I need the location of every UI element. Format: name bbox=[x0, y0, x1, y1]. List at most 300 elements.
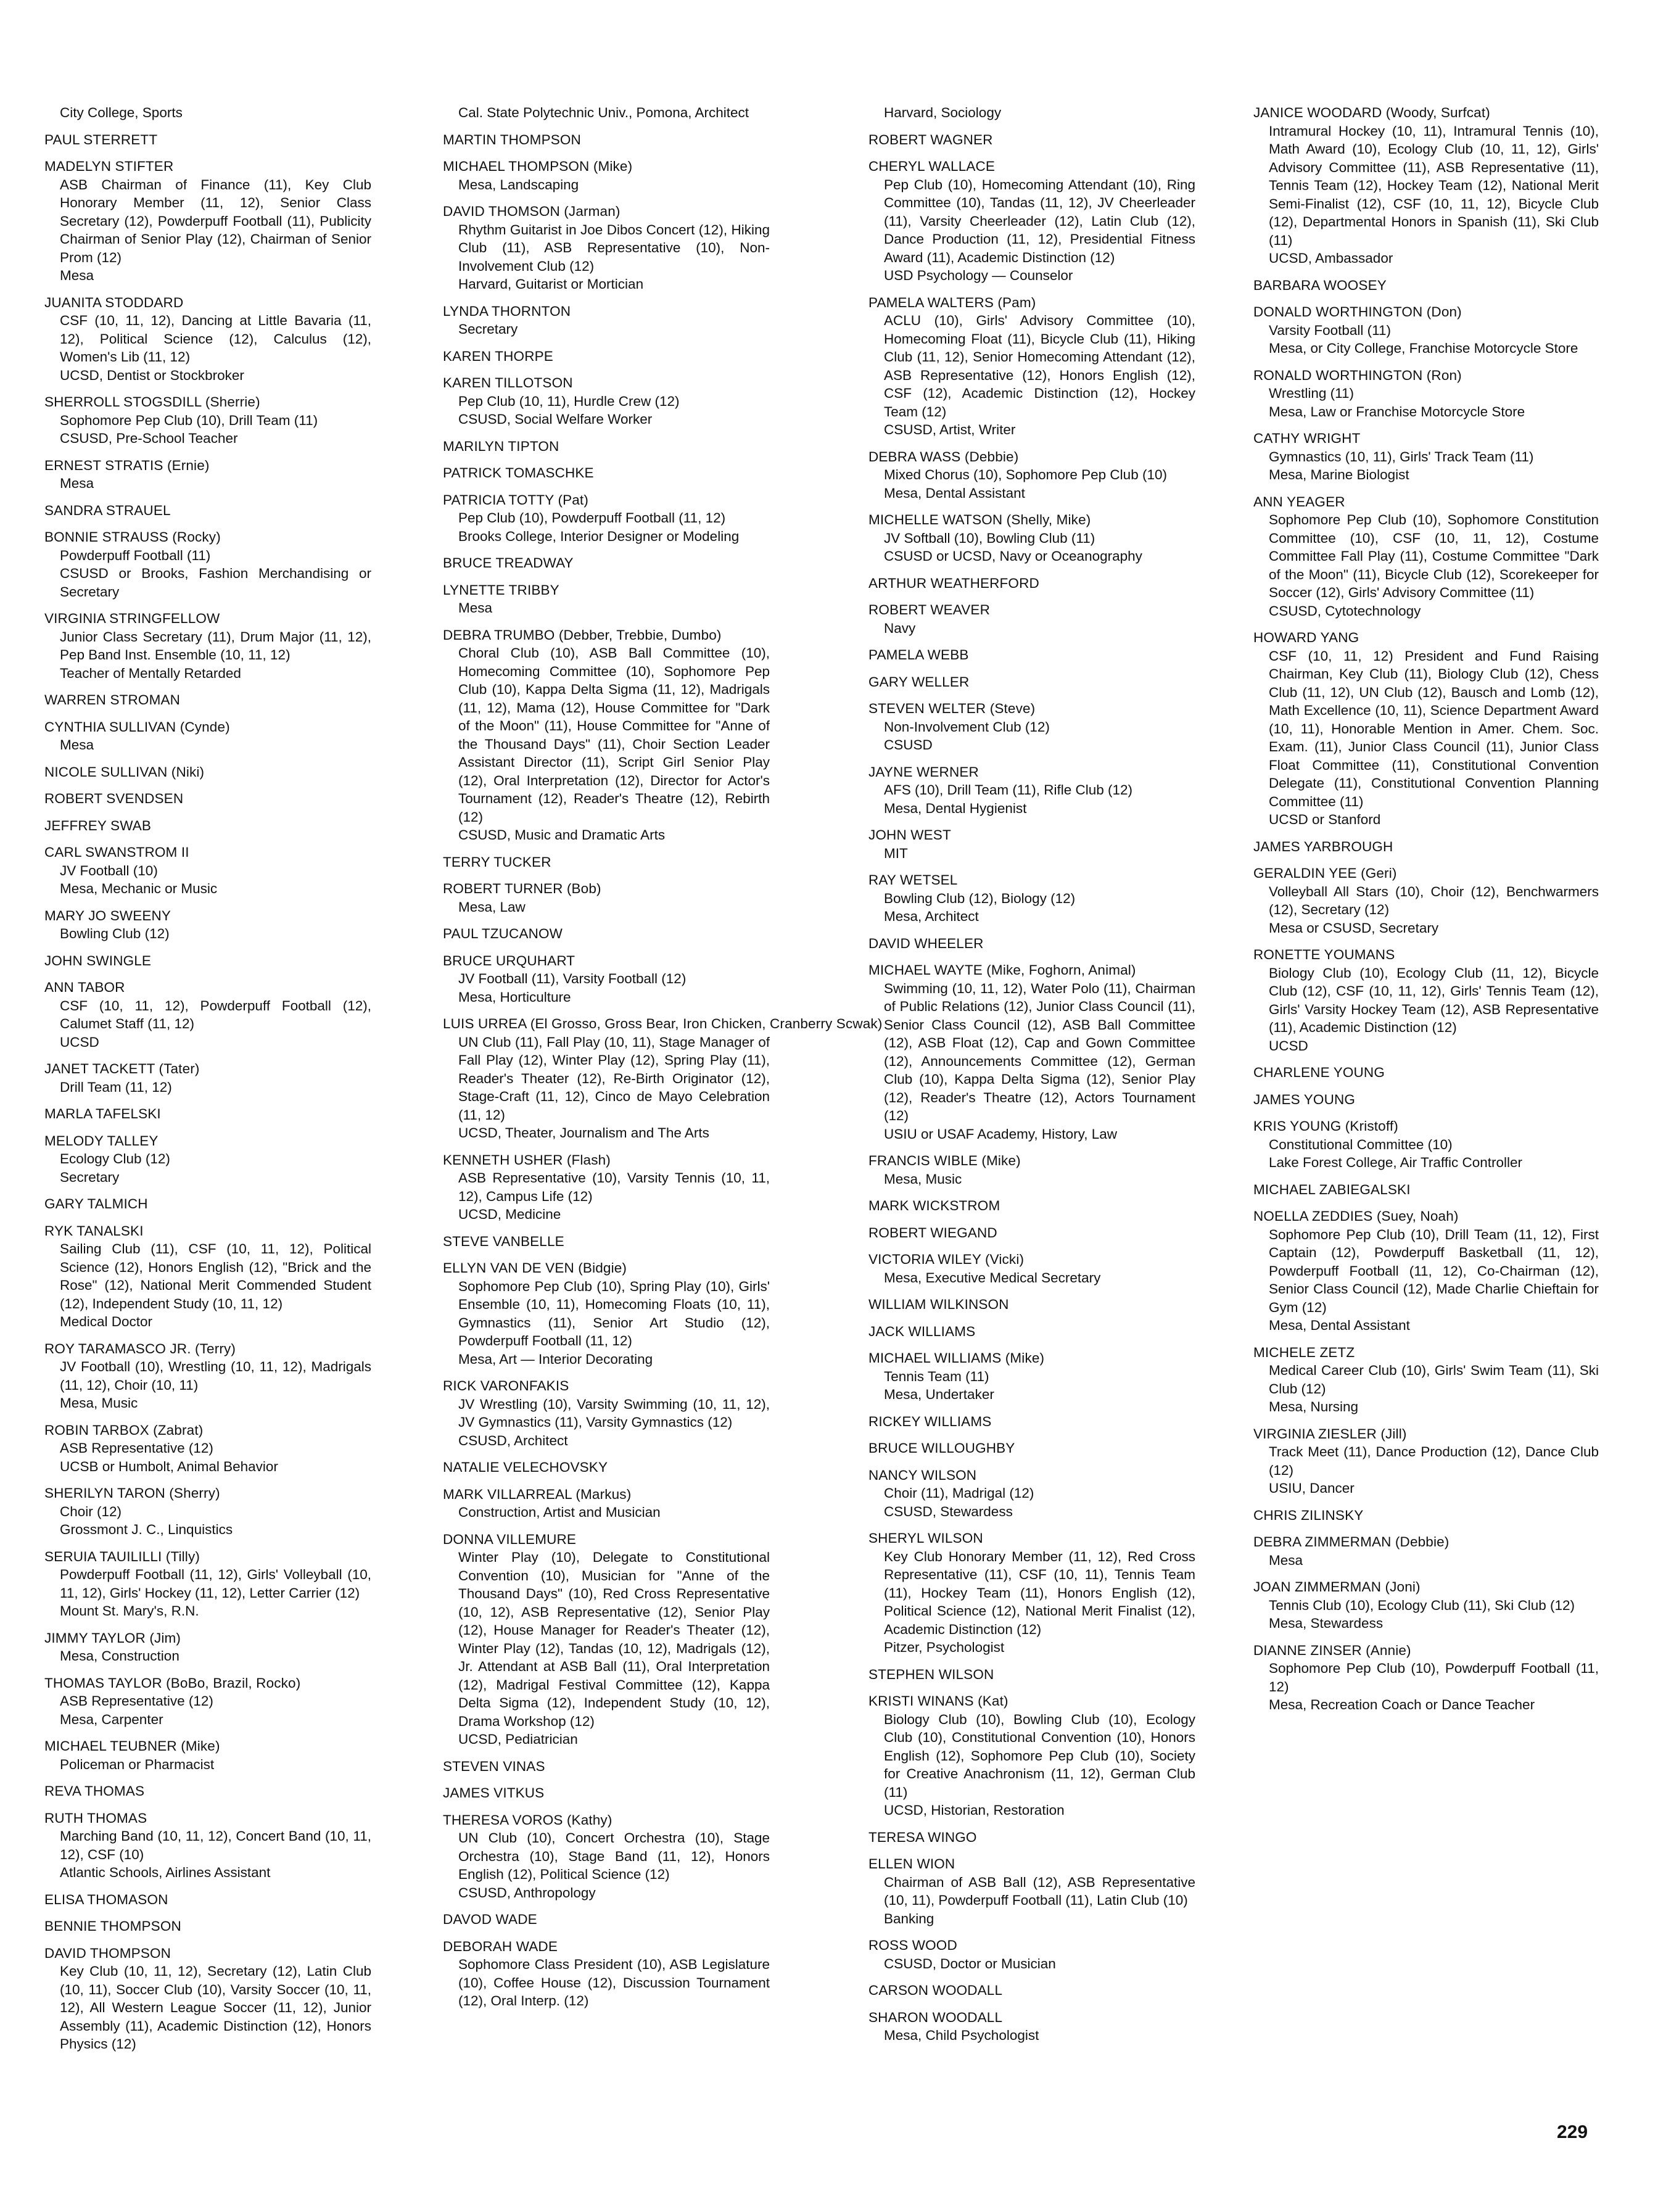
student-entry bbox=[44, 718, 371, 754]
student-entry bbox=[443, 880, 770, 916]
student-detail: Pep Club (10), Powderpuff Football (11, 12) bbox=[458, 510, 726, 526]
student-detail: Sailing Club (11), CSF (10, 11, 12), Political Science (12), Honors English (12), "Brick and the Rose" (12), National Merit Commended Student (12), Independent Study (10, 11, 12) bbox=[60, 1241, 371, 1311]
student-entry bbox=[1253, 493, 1599, 621]
student-name: SHARON WOODALL bbox=[868, 2009, 1003, 2025]
student-entry bbox=[868, 1439, 1195, 1458]
student-detail: Key Club (10, 11, 12), Secretary (12), Latin Club (10, 11), Soccer Club (10), Varsity Soccer (10, 11, 12), All Western League Soccer (11, 12), Junior Assembly (11), Academic Distinction (12), Honors Physics (12) bbox=[60, 1963, 371, 2052]
student-name: MARLA TAFELSKI bbox=[44, 1106, 161, 1121]
student-detail: Mesa bbox=[1269, 1552, 1303, 1568]
student-entry bbox=[443, 157, 770, 194]
student-name: KAREN TILLOTSON bbox=[443, 375, 573, 390]
student-detail: Intramural Hockey (10, 11), Intramural Tennis (10), Math Award (10), Ecology Club (10, 11, 12), Girls' Advisory Committee (11), ASB Representative (11), Tennis Team (12), Hockey Team (12), National Merit Semi-Finalist (12), CSF (10, 11, 12), Bicycle Club (12), Departmental Honors in Spanish (11), Ski Club (11) bbox=[1269, 123, 1599, 248]
student-entry bbox=[44, 907, 371, 943]
student-name: PATRICIA TOTTY (Pat) bbox=[443, 492, 588, 508]
student-name: CYNTHIA SULLIVAN (Cynde) bbox=[44, 719, 230, 735]
student-name: NANCY WILSON bbox=[868, 1467, 977, 1483]
student-entry bbox=[868, 294, 1195, 439]
student-entry bbox=[44, 1132, 371, 1187]
student-name: KENNETH USHER (Flash) bbox=[443, 1152, 611, 1168]
student-entry bbox=[443, 1811, 770, 1902]
student-name: DEBRA TRUMBO (Debber, Trebbie, Dumbo) bbox=[443, 627, 722, 643]
student-name: DAVID THOMSON (Jarman) bbox=[443, 204, 621, 219]
student-entry bbox=[443, 581, 770, 617]
student-detail: CSF (10, 11, 12), Powderpuff Football (12), Calumet Staff (11, 12) bbox=[60, 997, 371, 1031]
student-name: MARILYN TIPTON bbox=[443, 438, 559, 454]
student-entry bbox=[44, 1782, 371, 1801]
student-name: MICHELLE WATSON (Shelly, Mike) bbox=[868, 512, 1091, 527]
student-detail: Mixed Chorus (10), Sophomore Pep Club (10) bbox=[884, 467, 1167, 482]
student-name: STEVE VANBELLE bbox=[443, 1233, 564, 1249]
student-entry bbox=[44, 843, 371, 898]
student-name: MELODY TALLEY bbox=[44, 1133, 159, 1149]
student-name: CHRIS ZILINSKY bbox=[1253, 1507, 1364, 1523]
student-detail: Mesa, Recreation Coach or Dance Teacher bbox=[1269, 1697, 1535, 1712]
student-name: ELISA THOMASON bbox=[44, 1891, 168, 1907]
student-name: ROBERT TURNER (Bob) bbox=[443, 881, 601, 896]
student-detail: Mesa, or City College, Franchise Motorcycle Store bbox=[1269, 340, 1578, 356]
student-name: ROBERT WIEGAND bbox=[868, 1224, 997, 1240]
student-name: MICHAEL TEUBNER (Mike) bbox=[44, 1738, 220, 1754]
student-entry bbox=[44, 952, 371, 970]
student-detail: Tennis Team (11) bbox=[884, 1368, 989, 1384]
student-entry bbox=[44, 393, 371, 448]
student-name: DONNA VILLEMURE bbox=[443, 1531, 577, 1547]
student-detail: UCSD, Ambassador bbox=[1269, 250, 1393, 266]
student-name: JAMES YARBROUGH bbox=[1253, 838, 1393, 854]
student-detail: Mesa bbox=[458, 600, 493, 616]
student-detail: Track Meet (11), Dance Production (12), Dance Club (12) bbox=[1269, 1444, 1599, 1478]
student-name: SERUIA TAUILILLI (Tilly) bbox=[44, 1548, 200, 1564]
student-entry bbox=[868, 574, 1195, 593]
student-entry bbox=[868, 131, 1195, 149]
student-detail: UN Club (10), Concert Orchestra (10), Stage Orchestra (10), Stage Band (11, 12), Honors English (12), Political Science (12) bbox=[458, 1830, 770, 1882]
student-detail: MIT bbox=[884, 845, 908, 861]
directory-column-4 bbox=[1253, 104, 1599, 1723]
student-entry bbox=[443, 952, 770, 1007]
student-detail: JV Football (10), Wrestling (10, 11, 12), Madrigals (11, 12), Choir (10, 11) bbox=[60, 1359, 371, 1393]
student-entry bbox=[868, 1855, 1195, 1928]
student-entry bbox=[868, 871, 1195, 926]
student-name: MARK VILLARREAL (Markus) bbox=[443, 1486, 632, 1502]
student-name: JEFFREY SWAB bbox=[44, 817, 152, 833]
student-detail: Mesa bbox=[60, 476, 94, 491]
student-detail: Tennis Club (10), Ecology Club (11), Ski Club (12) bbox=[1269, 1597, 1575, 1613]
student-name: TERRY TUCKER bbox=[443, 854, 551, 870]
student-entry bbox=[44, 528, 371, 601]
student-entry bbox=[1253, 1117, 1599, 1172]
student-detail: Choral Club (10), ASB Ball Committee (10), Homecoming Committee (10), Sophomore Pep Club (10), Kappa Delta Sigma (11, 12), Madrigals (11, 12), Mama (12), House Committee for "Dark of the Moon" (11), House Committee for "Anne of the Thousand Days" (11), Choir Section Leader Assistant Director (11), Script Girl Senior Play (12), Oral Interpretation (12), Director for Actor's Tournament (12), Reader's Theatre (12), Rebirth (12) bbox=[458, 645, 770, 825]
student-entry bbox=[1253, 1181, 1599, 1199]
student-detail: Sophomore Pep Club (10), Drill Team (11) bbox=[60, 412, 318, 428]
student-detail: Mesa, Law bbox=[458, 899, 526, 915]
student-detail: Bowling Club (12) bbox=[60, 926, 170, 941]
student-entry bbox=[44, 1629, 371, 1665]
student-entry bbox=[443, 925, 770, 943]
student-detail: Policeman or Pharmacist bbox=[60, 1756, 215, 1772]
student-entry bbox=[443, 302, 770, 339]
student-detail: Sophomore Pep Club (10), Powderpuff Football (11, 12) bbox=[1269, 1661, 1599, 1694]
student-detail: Medical Career Club (10), Girls' Swim Team (11), Ski Club (12) bbox=[1269, 1363, 1599, 1397]
student-name: MARK WICKSTROM bbox=[868, 1198, 1000, 1213]
student-entry bbox=[443, 437, 770, 456]
student-detail: Winter Play (10), Delegate to Constitutional Convention (10), Musician for "Anne of the Thousand Days" (10), Red Cross Representative (10, 12), ASB Representative (12), Senior Play (12), House Manager for Reader's Theater (12), Winter Play (12), Tandas (10, 12), Madrigals (12), Jr. Attendant at ASB Ball (11), Oral Interpretation (12), Madrigal Festival Committee (12), Kappa Delta Sigma (12), Independent Study (10, 12), Drama Workshop (12) bbox=[458, 1550, 770, 1729]
student-name: RONETTE YOUMANS bbox=[1253, 947, 1395, 962]
student-detail: Powderpuff Football (11, 12), Girls' Volleyball (10, 11, 12), Girls' Hockey (11, 12), Letter Carrier (12) bbox=[60, 1567, 371, 1601]
student-detail: Bowling Club (12), Biology (12) bbox=[884, 890, 1076, 906]
student-detail: Mesa, Dental Assistant bbox=[1269, 1318, 1410, 1333]
student-detail: Medical Doctor bbox=[60, 1314, 153, 1329]
student-entry bbox=[1253, 1578, 1599, 1633]
student-entry bbox=[44, 763, 371, 782]
student-entry bbox=[868, 511, 1195, 566]
student-detail: Sophomore Class President (10), ASB Legislature (10), Coffee House (12), Discussion Tournament (12), Oral Interp. (12) bbox=[458, 1957, 770, 2008]
student-entry bbox=[1253, 104, 1599, 268]
student-detail: CSUSD, Music and Dramatic Arts bbox=[458, 827, 666, 843]
student-name: BARBARA WOOSEY bbox=[1253, 277, 1387, 293]
student-name: RICKEY WILLIAMS bbox=[868, 1413, 992, 1429]
student-entry bbox=[1253, 276, 1599, 295]
student-detail: Mesa, Music bbox=[884, 1171, 962, 1187]
student-name: CATHY WRIGHT bbox=[1253, 431, 1361, 446]
student-detail: Mesa, Undertaker bbox=[884, 1387, 994, 1402]
student-entry bbox=[443, 1910, 770, 1929]
student-name: BRUCE URQUHART bbox=[443, 952, 575, 968]
student-detail: Choir (12) bbox=[60, 1503, 122, 1519]
student-detail: ASB Representative (12) bbox=[60, 1440, 213, 1456]
student-name: DIANNE ZINSER (Annie) bbox=[1253, 1642, 1411, 1658]
student-name: BONNIE STRAUSS (Rocky) bbox=[44, 529, 221, 545]
student-name: KAREN THORPE bbox=[443, 348, 553, 364]
student-name: LYNETTE TRIBBY bbox=[443, 582, 559, 598]
student-entry bbox=[443, 1151, 770, 1224]
student-name: DAVID WHEELER bbox=[868, 935, 984, 951]
student-entry bbox=[443, 1530, 770, 1749]
student-name: RONALD WORTHINGTON (Ron) bbox=[1253, 367, 1462, 383]
student-name: ROBERT SVENDSEN bbox=[44, 791, 184, 806]
student-detail: CSUSD, Stewardess bbox=[884, 1503, 1013, 1519]
student-detail: Mesa, Carpenter bbox=[60, 1711, 163, 1727]
student-detail: Mesa, Architect bbox=[884, 909, 979, 924]
student-entry bbox=[44, 609, 371, 682]
student-entry bbox=[868, 1224, 1195, 1242]
student-detail: Mesa, Art — Interior Decorating bbox=[458, 1351, 653, 1367]
student-name: JOHN SWINGLE bbox=[44, 952, 152, 968]
student-entry bbox=[44, 1917, 371, 1936]
student-detail: Teacher of Mentally Retarded bbox=[60, 665, 241, 681]
student-detail: Navy bbox=[884, 620, 916, 636]
student-name: CARL SWANSTROM II bbox=[44, 844, 189, 860]
student-entry bbox=[868, 646, 1195, 664]
student-entry bbox=[868, 1197, 1195, 1215]
student-detail: Sophomore Pep Club (10), Sophomore Constitution Committee (10), CSF (10, 11, 12), Costume Committee Fall Play (11), Costume Committee "Dark of the Moon" (11), Bicycle Club (12), Scorekeeper for Soccer (12), Girls' Advisory Committee (11) bbox=[1269, 512, 1599, 600]
student-name: CHARLENE YOUNG bbox=[1253, 1065, 1385, 1080]
student-detail: Atlantic Schools, Airlines Assistant bbox=[60, 1865, 271, 1880]
student-detail: Powderpuff Football (11) bbox=[60, 547, 211, 563]
student-detail: USIU or USAF Academy, History, Law bbox=[884, 1126, 1118, 1142]
student-entry bbox=[44, 131, 371, 149]
student-name: GERALDIN YEE (Geri) bbox=[1253, 865, 1397, 881]
student-name: STEPHEN WILSON bbox=[868, 1666, 994, 1682]
student-entry bbox=[868, 1323, 1195, 1341]
student-name: WARREN STROMAN bbox=[44, 692, 181, 708]
student-detail: UCSD or Stanford bbox=[1269, 812, 1381, 827]
student-detail: JV Softball (10), Bowling Club (11) bbox=[884, 530, 1095, 546]
student-detail: JV Football (10) bbox=[60, 862, 158, 878]
student-detail: UCSD, Theater, Journalism and The Arts bbox=[458, 1125, 709, 1141]
student-entry bbox=[443, 1784, 770, 1802]
student-name: BENNIE THOMPSON bbox=[44, 1918, 181, 1934]
student-entry bbox=[868, 1692, 1195, 1820]
student-detail: Mesa, Mechanic or Music bbox=[60, 881, 218, 896]
student-entry bbox=[443, 1232, 770, 1251]
student-name: REVA THOMAS bbox=[44, 1783, 145, 1799]
student-entry bbox=[44, 1809, 371, 1882]
student-entry bbox=[1253, 864, 1599, 937]
student-entry bbox=[443, 131, 770, 149]
student-name: ARTHUR WEATHERFORD bbox=[868, 575, 1039, 591]
student-entry bbox=[868, 1828, 1195, 1847]
student-name: ROBERT WAGNER bbox=[868, 131, 993, 147]
student-detail: Mesa, Music bbox=[60, 1395, 138, 1411]
student-detail: UCSD, Medicine bbox=[458, 1207, 561, 1222]
student-entry bbox=[1253, 1506, 1599, 1525]
student-name: VICTORIA WILEY (Vicki) bbox=[868, 1252, 1025, 1267]
student-detail: Junior Class Secretary (11), Drum Major (11, 12), Pep Band Inst. Ensemble (10, 11, 12) bbox=[60, 629, 371, 662]
student-detail: Varsity Football (11) bbox=[1269, 322, 1391, 338]
student-detail: Mesa, Construction bbox=[60, 1648, 179, 1664]
student-name: ERNEST STRATIS (Ernie) bbox=[44, 457, 210, 473]
student-name: JANET TACKETT (Tater) bbox=[44, 1061, 200, 1076]
student-name: BRUCE TREADWAY bbox=[443, 555, 574, 571]
student-entry bbox=[443, 853, 770, 872]
student-detail: UCSD, Historian, Restoration bbox=[884, 1802, 1065, 1818]
student-name: STEVEN WELTER (Steve) bbox=[868, 701, 1036, 716]
student-name: SHERROLL STOGSDILL (Sherrie) bbox=[44, 394, 260, 410]
student-detail: Mesa, Law or Franchise Motorcycle Store bbox=[1269, 403, 1525, 419]
student-name: SANDRA STRAUEL bbox=[44, 502, 171, 518]
student-detail: Volleyball All Stars (10), Choir (12), Benchwarmers (12), Secretary (12) bbox=[1269, 883, 1599, 917]
student-entry bbox=[868, 157, 1195, 285]
student-detail: Gymnastics (10, 11), Girls' Track Team (11) bbox=[1269, 448, 1534, 464]
student-entry bbox=[443, 1015, 883, 1142]
student-entry bbox=[868, 1413, 1195, 1431]
student-detail: CSUSD, Artist, Writer bbox=[884, 422, 1016, 437]
student-detail: Mesa, Horticulture bbox=[458, 989, 571, 1005]
student-entry bbox=[868, 1936, 1195, 1973]
student-entry bbox=[868, 763, 1195, 818]
student-detail: ACLU (10), Girls' Advisory Committee (10), Homecoming Float (11), Bicycle Club (11), Hiking Club (11, 12), Senior Homecoming Attendant (12), ASB Representative (12), Honors English (12), CSF (12), Academic Distinction (12), Hockey Team (12) bbox=[884, 313, 1195, 419]
student-detail: CSUSD, Architect bbox=[458, 1432, 568, 1448]
student-detail: Rhythm Guitarist in Joe Dibos Concert (12), Hiking Club (11), ASB Representative (10), Non-Involvement Club (12) bbox=[458, 221, 770, 274]
student-detail: Sophomore Pep Club (10), Spring Play (10), Girls' Ensemble (10, 11), Homecoming Floats (10, 11), Gymnastics (11), Senior Art Studio (12), Powderpuff Football (11, 12) bbox=[458, 1278, 770, 1348]
student-detail: Mesa, Dental Hygienist bbox=[884, 800, 1027, 816]
student-detail: Mesa, Executive Medical Secretary bbox=[884, 1269, 1101, 1286]
student-entry bbox=[44, 1737, 371, 1773]
student-entry bbox=[443, 347, 770, 366]
student-entry bbox=[868, 1665, 1195, 1684]
student-entry bbox=[868, 1349, 1195, 1404]
student-name: ROBERT WEAVER bbox=[868, 602, 990, 617]
student-name: GARY WELLER bbox=[868, 674, 970, 690]
student-name: HOWARD YANG bbox=[1253, 630, 1359, 645]
student-detail: Constitutional Committee (10) bbox=[1269, 1136, 1453, 1152]
student-entry bbox=[868, 601, 1195, 637]
student-entry bbox=[1253, 1425, 1599, 1498]
student-detail: CSUSD or Brooks, Fashion Merchandising or Secretary bbox=[60, 566, 371, 600]
student-entry bbox=[1253, 429, 1599, 484]
student-entry bbox=[868, 1466, 1195, 1521]
student-detail: CSUSD or UCSD, Navy or Oceanography bbox=[884, 548, 1142, 564]
student-name: SHERILYN TARON (Sherry) bbox=[44, 1485, 220, 1501]
student-detail: Pep Club (10), Homecoming Attendant (10), Ring Committee (10), Tandas (11, 12), JV Cheerleader (11), Varsity Cheerleader (12), Latin Club (12), Dance Production (11, 12), Presidential Fitness Award (11), Academic Distinction (12) bbox=[884, 176, 1195, 265]
student-entry bbox=[44, 1421, 371, 1476]
student-entry bbox=[868, 700, 1195, 754]
student-entry bbox=[868, 1981, 1195, 2000]
student-detail: UCSD, Dentist or Stockbroker bbox=[60, 367, 244, 383]
student-name: ROSS WOOD bbox=[868, 1938, 957, 1953]
student-name: PAMELA WALTERS (Pam) bbox=[868, 294, 1036, 310]
student-entry bbox=[44, 1060, 371, 1096]
student-detail: UCSD, Pediatrician bbox=[458, 1731, 578, 1747]
student-detail: Mesa, Stewardess bbox=[1269, 1616, 1384, 1631]
student-entry bbox=[44, 817, 371, 835]
student-name: JAYNE WERNER bbox=[868, 764, 979, 780]
student-entry bbox=[443, 464, 770, 482]
student-name: STEVEN VINAS bbox=[443, 1758, 545, 1774]
student-detail: Banking bbox=[884, 1910, 934, 1926]
student-entry bbox=[44, 1484, 371, 1539]
student-detail: CSUSD bbox=[884, 737, 933, 753]
student-entry bbox=[443, 1938, 770, 2010]
student-name: MARY JO SWEENY bbox=[44, 907, 171, 923]
student-detail: CSF (10, 11, 12), Dancing at Little Bavaria (11, 12), Political Science (12), Calculus (12), Women's Lib (11, 12) bbox=[60, 313, 371, 365]
student-name: GARY TALMICH bbox=[44, 1196, 148, 1211]
student-name: DONALD WORTHINGTON (Don) bbox=[1253, 304, 1462, 320]
student-detail: Mount St. Mary's, R.N. bbox=[60, 1603, 199, 1619]
student-name: MICHAEL THOMPSON (Mike) bbox=[443, 159, 633, 174]
student-name: MICHELE ZETZ bbox=[1253, 1344, 1355, 1360]
student-entry bbox=[44, 1944, 371, 2053]
directory-column-2 bbox=[443, 104, 883, 2019]
student-detail: UN Club (11), Fall Play (10, 11), Stage Manager of Fall Play (12), Winter Play (12), Spring Play (11), Reader's Theater (12), Re-Birth Originator (12), Stage-Craft (11, 12), Cinco de Mayo Celebration (11, 12) bbox=[458, 1034, 770, 1123]
student-detail: Non-Involvement Club (12) bbox=[884, 719, 1050, 735]
student-name: CARSON WOODALL bbox=[868, 1983, 1003, 1998]
student-name: JOAN ZIMMERMAN (Joni) bbox=[1253, 1579, 1421, 1595]
student-entry bbox=[1253, 1533, 1599, 1569]
student-entry bbox=[44, 1195, 371, 1213]
student-name: VIRGINIA STRINGFELLOW bbox=[44, 611, 220, 626]
student-detail: Mesa, Dental Assistant bbox=[884, 485, 1025, 501]
student-detail: Lake Forest College, Air Traffic Controller bbox=[1269, 1155, 1523, 1170]
student-entry bbox=[1253, 1091, 1599, 1109]
student-name: CHERYL WALLACE bbox=[868, 159, 996, 174]
student-name: PAUL TZUCANOW bbox=[443, 926, 563, 941]
student-detail: Mesa, Nursing bbox=[1269, 1399, 1359, 1414]
student-name: FRANCIS WIBLE (Mike) bbox=[868, 1153, 1021, 1168]
student-entry bbox=[1253, 1641, 1599, 1714]
student-detail: Secretary bbox=[458, 321, 518, 337]
student-name: BRUCE WILLOUGHBY bbox=[868, 1440, 1015, 1456]
student-entry bbox=[868, 1529, 1195, 1657]
student-entry bbox=[1253, 1063, 1599, 1082]
student-name: NOELLA ZEDDIES (Suey, Noah) bbox=[1253, 1208, 1459, 1224]
student-name: VIRGINIA ZIESLER (Jill) bbox=[1253, 1426, 1407, 1442]
student-name: ROBIN TARBOX (Zabrat) bbox=[44, 1422, 204, 1438]
student-entry bbox=[44, 501, 371, 520]
student-detail: ASB Chairman of Finance (11), Key Club Honorary Member (11, 12), Senior Class Secretary (12), Powderpuff Football (11), Publicity Chairman of Senior Play (12), Chairman of Senior Prom (12) bbox=[60, 176, 371, 265]
student-name: JOHN WEST bbox=[868, 827, 951, 843]
student-detail: CSUSD, Cytotechnology bbox=[1269, 603, 1421, 619]
student-detail: ASB Representative (10), Varsity Tennis (10, 11, 12), Campus Life (12) bbox=[458, 1170, 770, 1204]
student-entry bbox=[443, 374, 770, 429]
student-detail: Wrestling (11) bbox=[1269, 386, 1354, 401]
directory-column-1 bbox=[44, 104, 371, 2062]
student-entry bbox=[44, 157, 371, 285]
student-name: NATALIE VELECHOVSKY bbox=[443, 1459, 608, 1475]
student-detail: Key Club Honorary Member (11, 12), Red Cross Representative (11), CSF (10, 11), Tennis Team (11), Hockey Team (11), Honors English (12), Political Science (12), National Merit Finalist (12), Academic Distinction (12) bbox=[884, 1548, 1195, 1637]
student-detail: Choir (11), Madrigal (12) bbox=[884, 1485, 1034, 1501]
student-entry bbox=[443, 1485, 770, 1522]
student-detail: Sophomore Pep Club (10), Drill Team (11, 12), First Captain (12), Powderpuff Basketball (11, 12), Powderpuff Football (11, 12), Co-Chairman (12), Senior Class Council (12), Made Charlie Chieftain for Gym (12) bbox=[1269, 1226, 1599, 1315]
continued-entry-text: Harvard, Sociology bbox=[884, 105, 1002, 120]
student-name: JIMMY TAYLOR (Jim) bbox=[44, 1630, 181, 1646]
student-detail: Mesa or CSUSD, Secretary bbox=[1269, 920, 1439, 936]
student-entry bbox=[1253, 1207, 1599, 1335]
student-name: ANN TABOR bbox=[44, 980, 125, 995]
student-name: JAMES VITKUS bbox=[443, 1785, 545, 1801]
student-entry bbox=[868, 448, 1195, 503]
student-entry bbox=[44, 1340, 371, 1413]
student-detail: CSUSD, Pre-School Teacher bbox=[60, 431, 238, 446]
student-entry bbox=[1253, 629, 1599, 829]
student-name: JACK WILLIAMS bbox=[868, 1323, 976, 1339]
student-detail: USIU, Dancer bbox=[1269, 1480, 1355, 1496]
student-name: THOMAS TAYLOR (BoBo, Brazil, Rocko) bbox=[44, 1675, 301, 1691]
student-name: MICHAEL WILLIAMS (Mike) bbox=[868, 1350, 1045, 1366]
student-detail: Marching Band (10, 11, 12), Concert Band (10, 11, 12), CSF (10) bbox=[60, 1828, 371, 1862]
student-entry bbox=[1253, 366, 1599, 421]
student-entry bbox=[1253, 838, 1599, 856]
student-name: SHERYL WILSON bbox=[868, 1530, 983, 1546]
student-name: LYNDA THORNTON bbox=[443, 303, 571, 319]
student-detail: Mesa, Landscaping bbox=[458, 176, 579, 192]
student-entry bbox=[44, 294, 371, 385]
student-entry bbox=[443, 1757, 770, 1776]
student-detail: Chairman of ASB Ball (12), ASB Representative (10, 11), Powderpuff Football (11), Latin Club (10) bbox=[884, 1874, 1195, 1908]
student-detail: Brooks College, Interior Designer or Modeling bbox=[458, 528, 740, 544]
student-name: LUIS URREA (El Grosso, Gross Bear, Iron Chicken, Cranberry Scwak) bbox=[443, 1016, 883, 1031]
student-name: MICHAEL WAYTE (Mike, Foghorn, Animal) bbox=[868, 962, 1136, 978]
student-detail: Mesa bbox=[60, 737, 94, 753]
student-detail: AFS (10), Drill Team (11), Rifle Club (12) bbox=[884, 782, 1133, 798]
student-name: PAMELA WEBB bbox=[868, 647, 969, 662]
student-entry bbox=[443, 1377, 770, 1450]
student-name: RAY WETSEL bbox=[868, 872, 958, 888]
student-entry bbox=[868, 1152, 1195, 1188]
student-name: DEBRA WASS (Debbie) bbox=[868, 448, 1019, 464]
student-detail: ASB Representative (12) bbox=[60, 1693, 213, 1709]
student-name: DAVID THOMPSON bbox=[44, 1945, 171, 1961]
student-detail: Mesa bbox=[60, 268, 94, 283]
student-entry bbox=[443, 626, 770, 844]
student-entry bbox=[44, 1548, 371, 1620]
student-name: MADELYN STIFTER bbox=[44, 159, 174, 174]
student-name: MARTIN THOMPSON bbox=[443, 131, 581, 147]
student-detail: UCSD bbox=[1269, 1038, 1308, 1054]
student-name: DAVOD WADE bbox=[443, 1912, 537, 1927]
student-detail: Mesa, Marine Biologist bbox=[1269, 467, 1409, 482]
student-name: THERESA VOROS (Kathy) bbox=[443, 1812, 612, 1828]
